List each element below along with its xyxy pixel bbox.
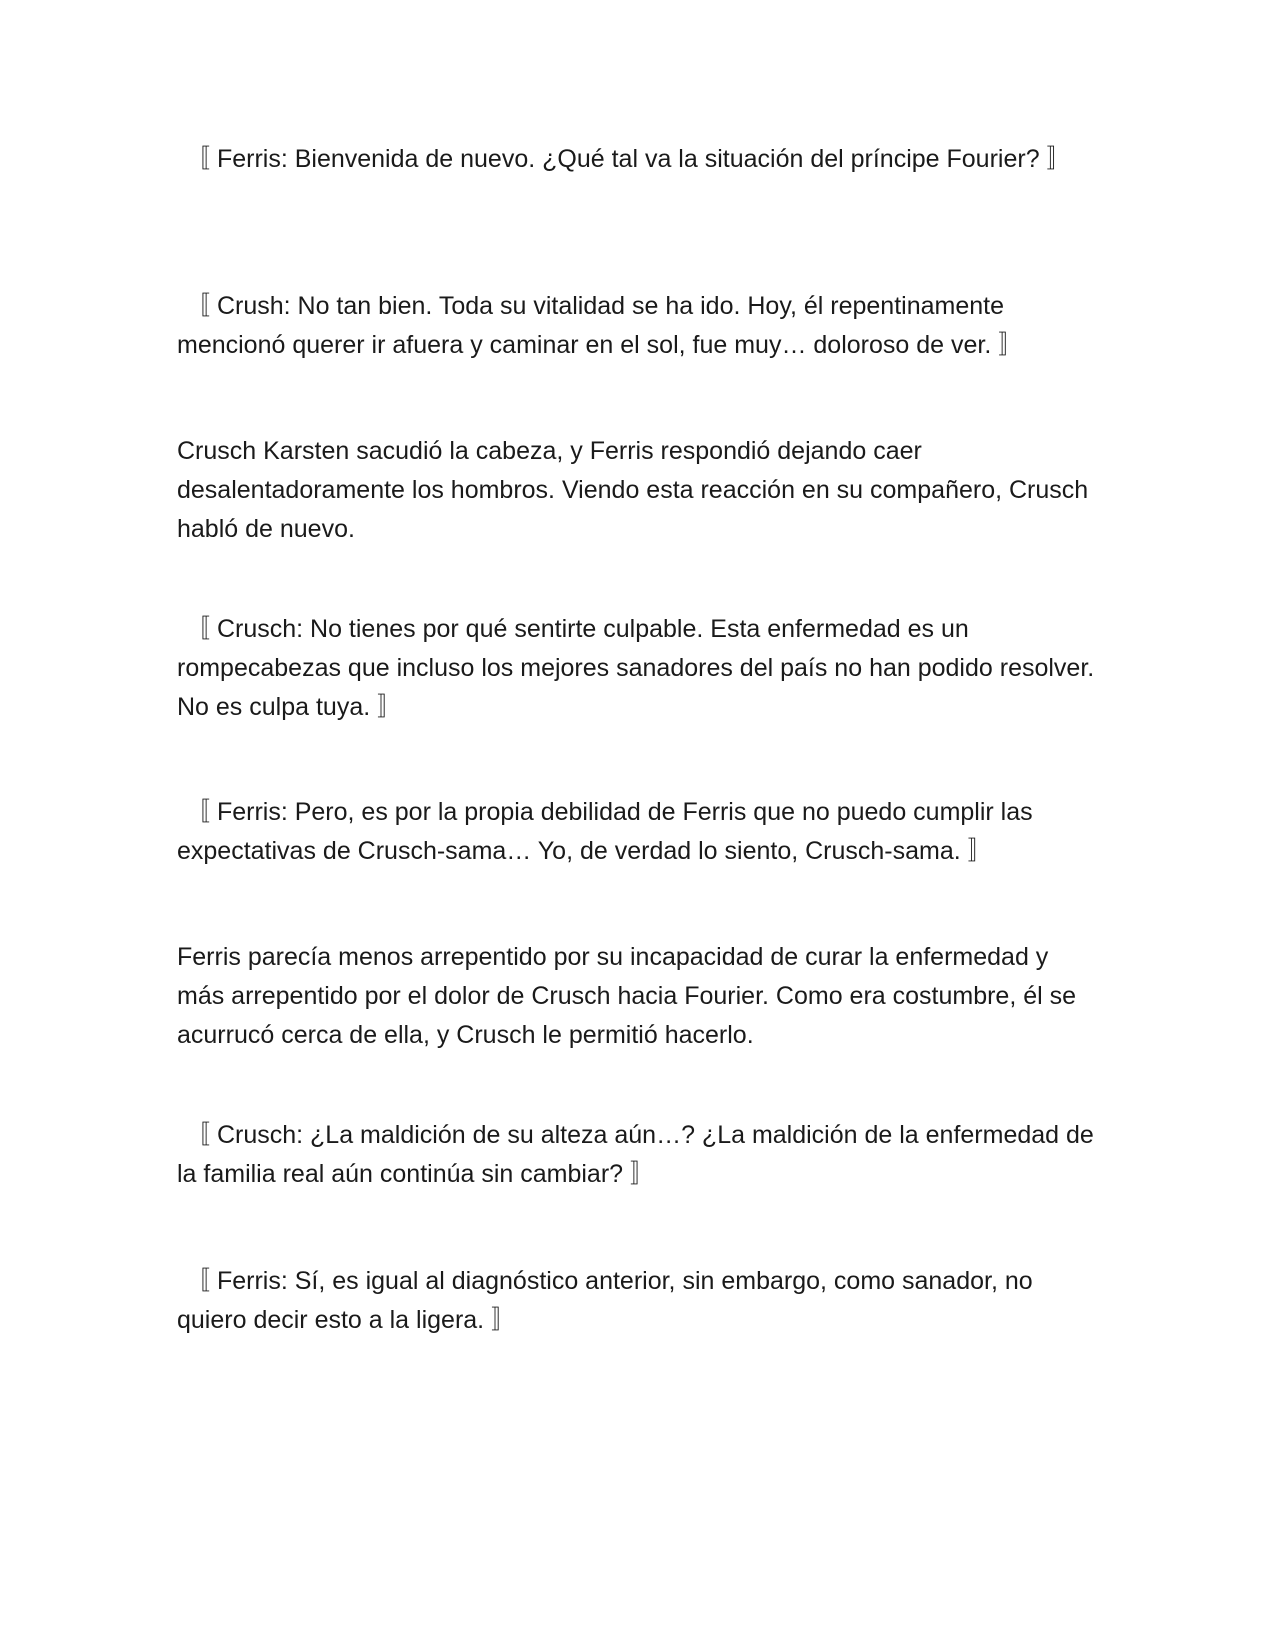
narration-paragraph: Crusch Karsten sacudió la cabeza, y Ferris respondió dejando caer desalentadoramente los hombros. Viendo esta reacción en su compañero, Crusch habló de nuevo. bbox=[177, 437, 1089, 543]
dialogue-paragraph: 〚 Crush: No tan bien. Toda su vitalidad se ha ido. Hoy, él repentinamente mencionó querer ir afuera y caminar en el sol, fue muy… doloroso de ver. 〛 bbox=[177, 292, 1024, 359]
dialogue-paragraph: 〚 Crusch: No tienes por qué sentirte culpable. Esta enfermedad es un rompecabezas que incluso los mejores sanadores del país no han podido resolver. No es culpa tuya. 〛 bbox=[177, 615, 1095, 721]
dialogue-paragraph: 〚 Ferris: Pero, es por la propia debilidad de Ferris que no puedo cumplir las expectativas de Crusch-sama… Yo, de verdad lo siento, Crusch-sama. 〛 bbox=[177, 798, 1033, 865]
dialogue-paragraph: 〚 Crusch: ¿La maldición de su alteza aún…? ¿La maldición de la enfermedad de la familia real aún continúa sin cambiar? 〛 bbox=[177, 1121, 1094, 1188]
dialogue-paragraph: 〚 Ferris: Bienvenida de nuevo. ¿Qué tal va la situación del príncipe Fourier? 〛 bbox=[185, 145, 1072, 173]
dialogue-paragraph: 〚 Ferris: Sí, es igual al diagnóstico anterior, sin embargo, como sanador, no quiero decir esto a la ligera. 〛 bbox=[177, 1267, 1033, 1334]
narration-paragraph: Ferris parecía menos arrepentido por su incapacidad de curar la enfermedad y más arrepentido por el dolor de Crusch hacia Fourier. Como era costumbre, él se acurrucó cerca de ella, y Crusch le permitió hacerlo. bbox=[177, 943, 1077, 1049]
